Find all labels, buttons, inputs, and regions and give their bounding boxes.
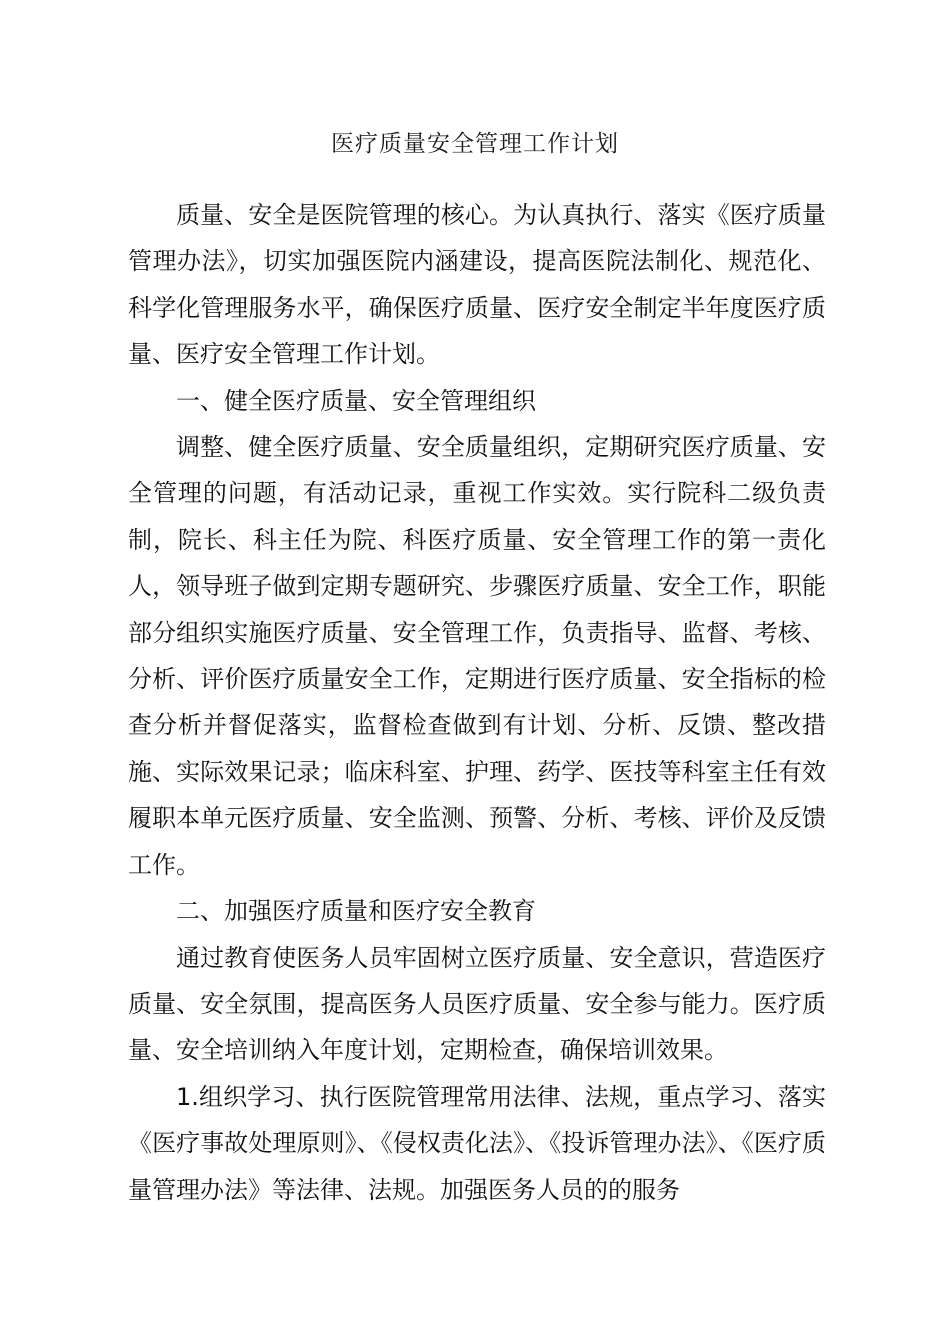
document-body [128, 192, 826, 1213]
paragraph-item-1: 1.组织学习、执行医院管理常用法律、法规，重点学习、落实《医疗事故处理原则》、《侵权责化法》、《投诉管理办法》、《医疗质量管理办法》等法律、法规。加强医务人员的的服务 [128, 1082, 826, 1204]
paragraph-intro: 质量、安全是医院管理的核心。为认真执行、落实《医疗质量管理办法》，切实加强医院内涵建设，提高医院法制化、规范化、科学化管理服务水平，确保医疗质量、医疗安全制定半年度医疗质量、医疗安全管理工作计划。 [128, 201, 826, 369]
paragraph-section-1: 调整、健全医疗质量、安全质量组织，定期研究医疗质量、安全管理的问题，有活动记录，重视工作实效。实行院科二级负责制，院长、科主任为院、科医疗质量、安全管理工作的第一责化人，领导班子做到定期专题研究、步骤医疗质量、安全工作，职能部分组织实施医疗质量、安全管理工作，负责指导、监督、考核、分析、评价医疗质量安全工作，定期进行医疗质量、安全指标的检查分析并督促落实，监督检查做到有计划、分析、反馈、整改措施、实际效果记录；临床科室、护理、药学、医技等科室主任有效履职本单元医疗质量、安全监测、预警、分析、考核、评价及反馈工作。 [128, 433, 826, 879]
section-heading-1: 一、健全医疗质量、安全管理组织 [176, 386, 536, 415]
paragraph-section-2: 通过教育使医务人员牢固树立医疗质量、安全意识，营造医疗质量、安全氛围，提高医务人员医疗质量、安全参与能力。医疗质量、安全培训纳入年度计划，定期检查，确保培训效果。 [128, 943, 826, 1065]
document-title: 医疗质量安全管理工作计划 [331, 131, 619, 157]
section-heading-2: 二、加强医疗质量和医疗安全教育 [176, 897, 536, 926]
